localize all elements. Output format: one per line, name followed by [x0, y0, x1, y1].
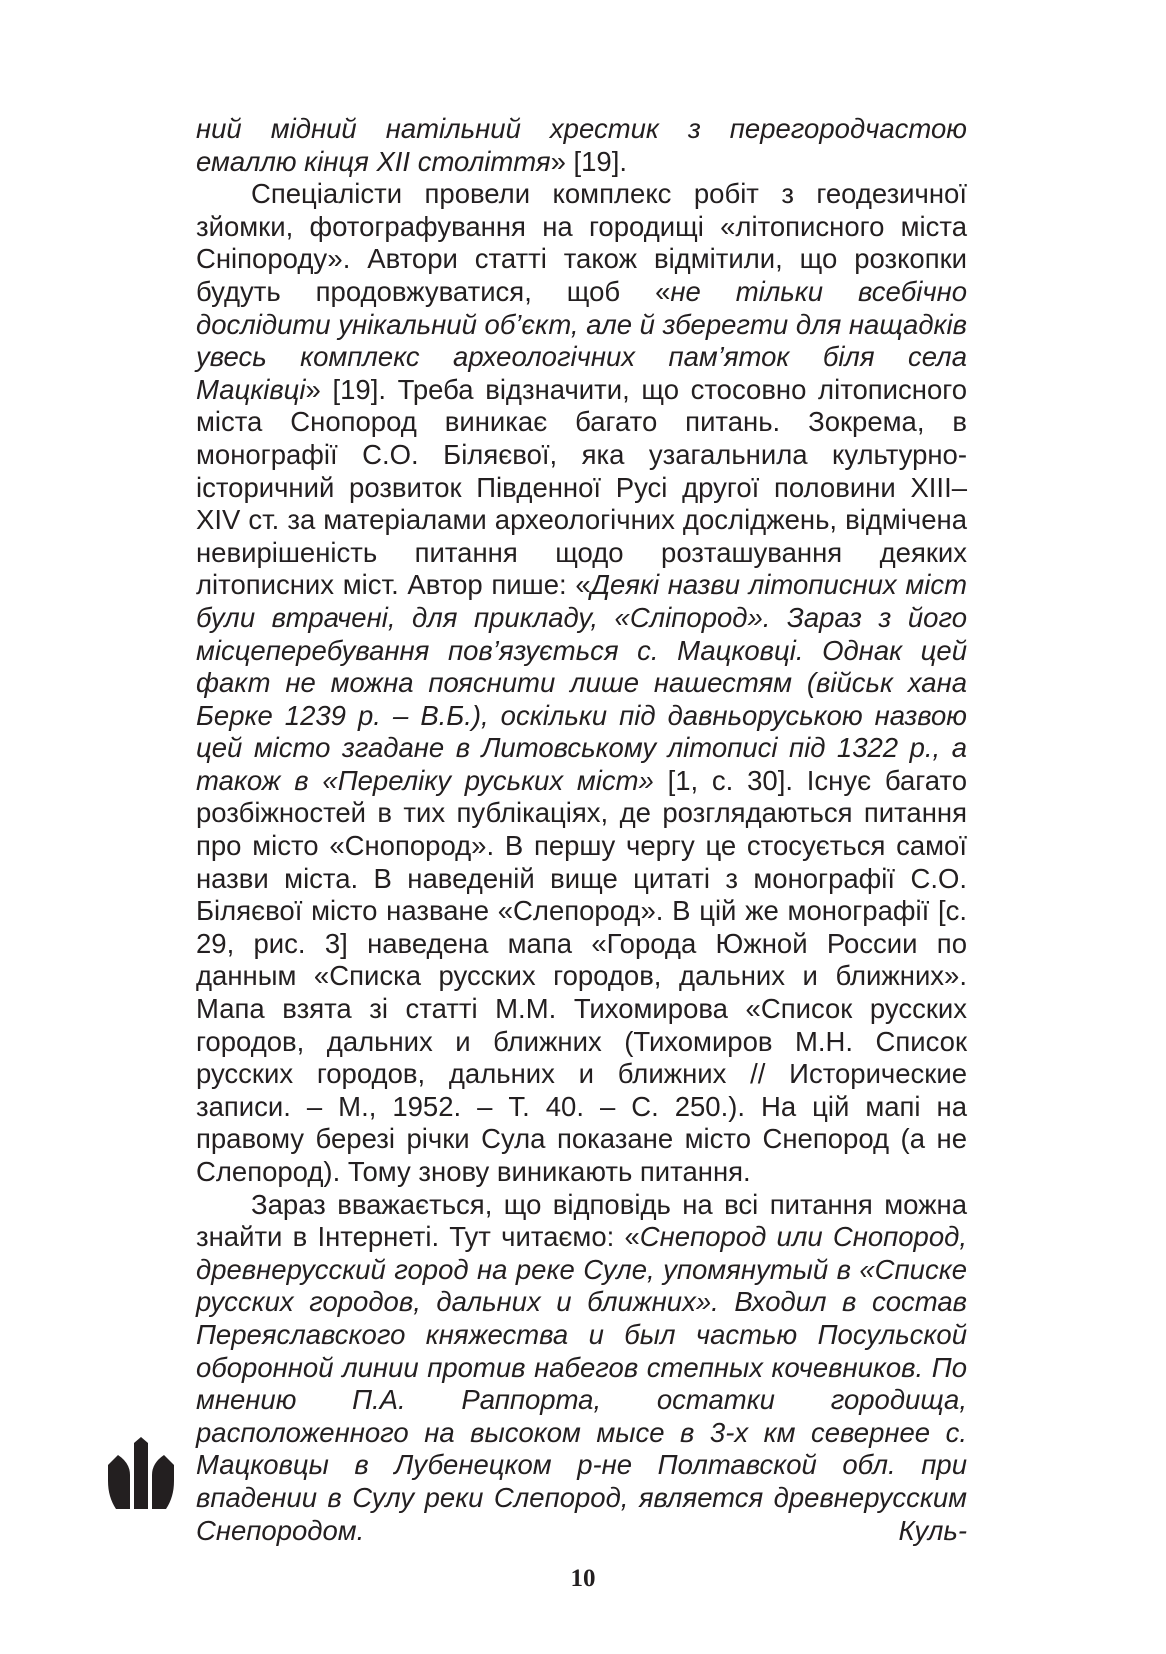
italic-run: не тільки всебічно дослідити унікальний об’єкт, але й зберегти для нащадків увесь комплекс археологічних пам’яток біля села Мацківці: [196, 275, 967, 405]
italic-run: Деякі назви літописних міст були втрачені, для прикладу, «Сліпород». Зараз з його місцеперебування пов’язується с. Мацковці. Однак цей факт не можна пояснити лише нашестям (військ хана Берке 1239 р. – В.Б.), оскільки під давньоруською назвою цей місто згадане в Литовському літописі під 1322 р., а також в «Переліку руських міст»: [196, 569, 967, 796]
paragraph: [196, 1189, 967, 1548]
text-run: Зараз вважається, що відповідь на всі питання можна знайти в Інтернеті. Тут читаємо: «: [196, 1188, 967, 1253]
publisher-logo-icon: [108, 1437, 174, 1509]
text-run: » [19].: [550, 145, 628, 177]
paragraph: [196, 178, 967, 1188]
text-run: Спеціалісти провели комплекс робіт з геодезичної зйомки, фотографування на городищі «літописного міста Сніпороду». Автори статті також відмітили, що розкопки будуть продовжуватися, щоб «: [196, 178, 967, 307]
text-run: [1, с. 30]. Існує багато розбіжностей в тих публікаціях, де розглядаються питання про місто «Снопород». В першу чергу це стосується самої назви міста. В наведеній вище цитаті з монографії С.О. Біляєвої місто назване «Слепород». В цій же монографії [с. 29, рис. 3] наведена мапа «Города Южной России по данным «Списка русских городов, дальних и ближних». Мапа взята зі статті М.М. Тихомирова «Список русских городов, дальних и ближних (Тихомиров М.Н. Список русских городов, дальних и ближних // Исторические записи. – М., 1952. – Т. 40. – С. 250.). На цій мапі на правому березі річки Сула показане місто Снепород (а не Слепород). Тому знову виникають питання.: [196, 764, 967, 1187]
page-number: 10: [570, 1565, 596, 1592]
paragraph: [196, 113, 967, 178]
italic-run: Снепород или Снопород, древнерусский город на реке Суле, упомянутый в «Списке русских городов, дальних и ближних». Входил в состав Переяславского княжества и был частью Посульской оборонной линии против набегов степных кочевников. По мнению П.А. Раппорта, остатки городища, расположенного на высоком мысе в 3-х км севернее с. Мацковцы в Лубенецком р-не Полтавской обл. при впадении в Сулу реки Слепород, является древнерусским Снепородом. Куль-: [196, 1221, 967, 1546]
text-run: » [19]. Треба відзначити, що стосовно літописного міста Снопород виникає багато питань. Зокрема, в монографії С.О. Біляєвої, яка узагальнила культурно-історичний розвиток Південної Русі другої половини XIII–XIV ст. за матеріалами археологічних досліджень, відмічена невирішеність питання щодо розташування деяких літописних міст. Автор пише: «: [196, 373, 967, 601]
main-text: [196, 113, 967, 1547]
italic-run: ний мідний натільний хрестик з перегородчастою емаллю кінця XII століття: [196, 113, 967, 177]
